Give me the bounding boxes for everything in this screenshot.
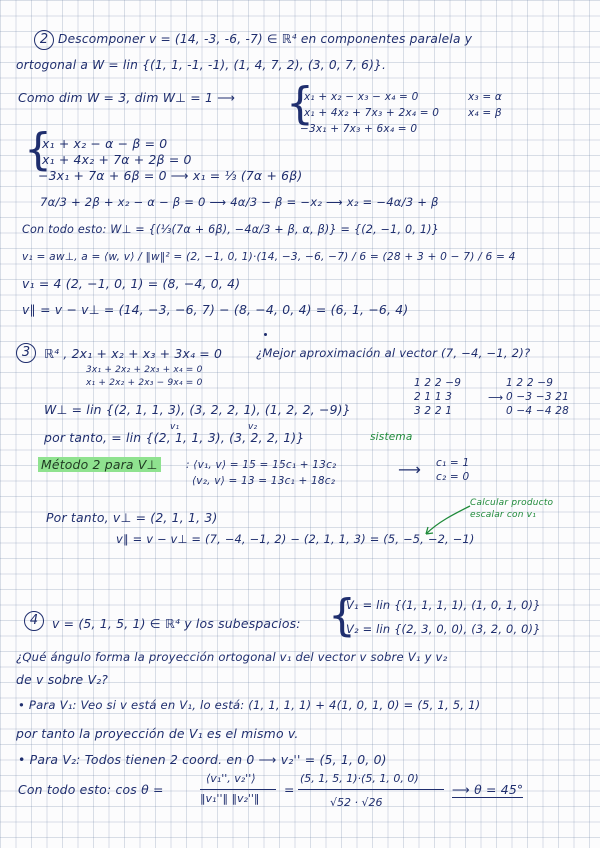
system-brace-2: { <box>24 124 52 175</box>
matrix-a-row2: 2 1 1 3 <box>414 391 453 403</box>
matrix-a-row3: 3 2 2 1 <box>414 405 453 417</box>
final-label: Con todo esto: cos θ = <box>18 782 164 797</box>
portanto-v1: Por tanto, v⊥ = (2, 1, 1, 3) <box>46 510 218 525</box>
bullet-v1: • Para V₁: Veo si v está en V₁, lo está: (1, 1, 1, 1) + 4(1, 0, 1, 0) = (5, 1, 5, 1) <box>18 698 481 712</box>
system2-eq1: x₁ + x₂ − α − β = 0 <box>42 136 168 151</box>
final-result-value: ⟶ θ = 45° <box>452 782 524 797</box>
system2-eq2: x₁ + 4x₂ + 7α + 2β = 0 <box>42 152 192 167</box>
matrix-b-row1: 1 2 2 −9 <box>506 377 554 389</box>
sistema-note: sistema <box>370 431 413 443</box>
vpar-problem-3: v∥ = v − v⊥ = (7, −4, −1, 2) − (2, 1, 1, 3) = (5, −5, −2, −1) <box>116 532 475 546</box>
subspace-v2: V₂ = lin {(2, 3, 0, 0), (3, 2, 0, 0)} <box>346 622 541 636</box>
system1-eq2: x₁ + 4x₂ + 7x₃ + 2x₄ = 0 <box>304 107 440 119</box>
system1-eq1: x₁ + x₂ − x₃ − x₄ = 0 <box>304 91 419 103</box>
matrix-a-row1: 1 2 2 −9 <box>414 377 462 389</box>
final-frac-bar-1 <box>200 789 276 790</box>
problem-4-question-line2: de v sobre V₂? <box>16 672 109 687</box>
problem-2-title-line1: Descomponer v = (14, -3, -6, -7) ∈ ℝ⁴ en componentes paralela y <box>58 32 473 46</box>
final-den-1: ‖v₁''‖ ‖v₂''‖ <box>200 792 260 805</box>
bullet-v2: • Para V₂: Todos tienen 2 coord. en 0 ⟶ v₂'' = (5, 1, 0, 0) <box>18 752 387 767</box>
label-v1: v₁ <box>170 422 180 432</box>
metodo-2-label: Método 2 para V⊥ <box>38 457 161 472</box>
subspace-v1: V₁ = lin {(1, 1, 1, 1), (1, 0, 1, 0)} <box>346 598 541 612</box>
vpar-result: v∥ = v − v⊥ = (14, −3, −6, 7) − (8, −4, 0, 4) = (6, 1, −6, 4) <box>22 302 409 317</box>
problem-4-question-line1: ¿Qué ángulo forma la proyección ortogonal v₁ del vector v sobre V₁ y v₂ <box>16 650 448 664</box>
v1-result: v₁ = 4 (2, −1, 0, 1) = (8, −4, 0, 4) <box>22 276 241 291</box>
eq-v2-inner: ⟨v₂, v⟩ = 13 = 13c₁ + 18c₂ <box>192 475 336 487</box>
final-result <box>452 782 523 797</box>
problem-4-number: 4 <box>24 611 44 631</box>
equals-sign: = <box>284 782 295 797</box>
dims-line: Como dim W = 3, dim W⊥ = 1 ⟶ <box>18 90 236 105</box>
system2-eq3: −3x₁ + 7α + 6β = 0 ⟶ x₁ = ⅓ (7α + 6β) <box>38 168 303 183</box>
problem-2-title-line2: ortogonal a W = lin {(1, 1, -1, -1), (1, 4, 7, 2), (3, 0, 7, 6)}. <box>16 58 387 72</box>
x2-derivation: 7α/3 + 2β + x₂ − α − β = 0 ⟶ 4α/3 − β = −x₂ ⟶ x₂ = −4α/3 + β <box>40 195 439 209</box>
subspaces-brace: { <box>328 590 356 641</box>
problem-3-question: ¿Mejor aproximación al vector (7, −4, −1, 2)? <box>256 346 531 360</box>
note-calcular-1: Calcular producto <box>470 498 554 508</box>
row-reduce-arrow: ⟶ <box>488 392 504 404</box>
solution-c1: c₁ = 1 <box>436 457 470 469</box>
final-num-2: (5, 1, 5, 1)·(5, 1, 0, 0) <box>300 772 419 785</box>
final-num-1: ⟨v₁'', v₂''⟩ <box>206 772 256 785</box>
metodo-2-highlight <box>38 457 161 472</box>
portanto-span: por tanto, = lin {(2, 1, 1, 3), (3, 2, 2, 1)} <box>44 430 305 445</box>
param-x3: x₃ = α <box>468 91 503 103</box>
note-calcular-2: escalar con v₁ <box>470 510 537 520</box>
final-frac-bar-2 <box>298 789 444 790</box>
solution-c2: c₂ = 0 <box>436 471 470 483</box>
wperp-result: Con todo esto: W⊥ = {(⅓(7α + 6β), −4α/3 + β, α, β)} = {(2, −1, 0, 1)} <box>22 223 440 236</box>
param-x4: x₄ = β <box>468 107 502 119</box>
final-den-2: √52 · √26 <box>330 796 383 809</box>
problem-3-eq2: 3x₁ + 2x₂ + 2x₃ + x₄ = 0 <box>86 365 203 375</box>
problem-4-head: v = (5, 1, 5, 1) ∈ ℝ⁴ y los subespacios: <box>52 616 301 631</box>
v1-computation: v₁ = aw⊥, a = ⟨w, v⟩ / ‖w‖² = (2, −1, 0, 1)·(14, −3, −6, −7) / 6 = (28 + 3 + 0 − 7) / 6 = 4 <box>22 251 516 263</box>
problem-3-number: 3 <box>16 343 36 363</box>
problem-3-head: ℝ⁴ , 2x₁ + x₂ + x₃ + 3x₄ = 0 <box>44 346 223 361</box>
wperp-span: W⊥ = lin {(2, 1, 1, 3), (3, 2, 2, 1), (1, 2, 2, −9)} <box>44 402 351 417</box>
eq-v1-inner: : ⟨v₁, v⟩ = 15 = 15c₁ + 13c₂ <box>186 459 337 471</box>
system-brace-1: { <box>286 78 314 129</box>
ink-dot <box>264 333 267 336</box>
system-arrow: ⟶ <box>398 460 422 479</box>
bullet-v1-conclusion: por tanto la proyección de V₁ es el mismo v. <box>16 726 299 741</box>
problem-2-number: 2 <box>34 30 54 50</box>
problem-3-eq3: x₁ + 2x₂ + 2x₃ − 9x₄ = 0 <box>86 378 203 388</box>
label-v2: v₂ <box>248 422 258 432</box>
matrix-b-row2: 0 −3 −3 21 <box>506 391 570 403</box>
system1-eq3: −3x₁ + 7x₃ + 6x₄ = 0 <box>300 123 418 135</box>
matrix-b-row3: 0 −4 −4 28 <box>506 405 570 417</box>
